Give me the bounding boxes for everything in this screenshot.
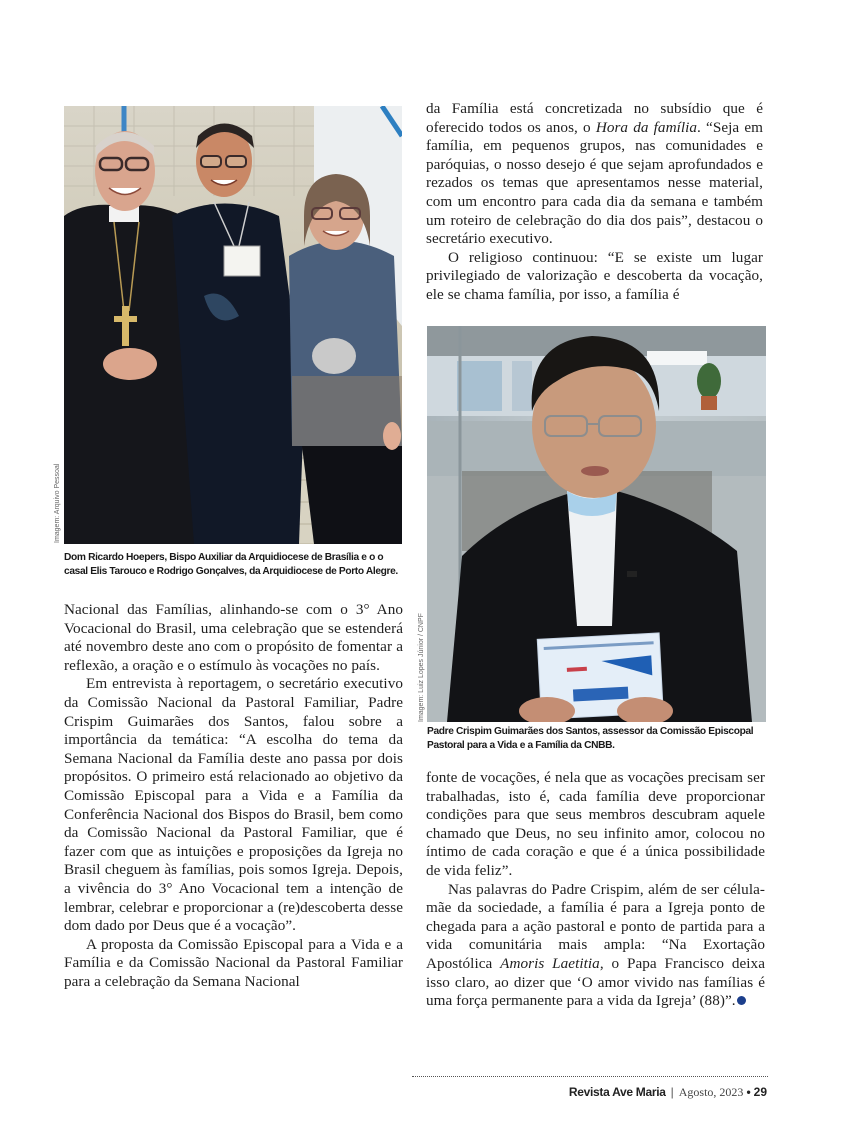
article-right-column-top xyxy=(426,100,763,305)
bullet-icon: • xyxy=(746,1085,751,1099)
paragraph xyxy=(426,881,765,1011)
end-of-article-dot-icon xyxy=(737,996,746,1005)
article-right-column-bottom xyxy=(426,769,765,1011)
photo-caption-2: Padre Crispim Guimarães dos Santos, assessor da Comissão Episcopal Pastoral para a Vida e a Família da CNBB. xyxy=(427,726,754,751)
footer-divider xyxy=(412,1076,768,1077)
paragraph: Em entrevista à reportagem, o secretário executivo da Comissão Nacional da Pastoral Familiar, Padre Crispim Guimarães dos Santos, falou sobre a importância da temática: “A escolha do tema da Semana Nacional da Família deste ano passa por dois propósitos. O primeiro está relacionado ao objetivo da Comissão Episcopal para a Vida e a Família da Conferência Nacional dos Bispos do Brasil, bem como da Comissão Nacional da Pastoral Familiar, que é fazer com que as intuições e proposições da Igreja no Brasil cheguem às famílias, pois somos Igreja. Depois, a vivência do 3° Ano Vocacional tem a intenção de lembrar, celebrar e proporcionar a (re)descoberta desse dom dado por Deus que é a vocação”. xyxy=(64,675,403,935)
paragraph xyxy=(426,100,763,249)
text-run: da Família está concretizada no subsídio que é oferecido todos os anos, o xyxy=(426,100,763,136)
page-footer xyxy=(569,1085,767,1100)
magazine-name: Revista Ave Maria xyxy=(568,1085,666,1099)
paragraph: fonte de vocações, é nela que as vocações precisam ser trabalhadas, isto é, cada família deve proporcionar condições para que seus membros descubram aquele chamado que Deus, no seu infinito amor, colocou no íntimo de cada coração e que é a única possibilidade de vida feliz”. xyxy=(426,769,765,879)
photo-padre-crispim-image xyxy=(427,326,766,722)
paragraph: Nacional das Famílias, alinhando-se com o 3° Ano Vocacional do Brasil, uma celebração que se estenderá até novembro deste ano com o propósito de fomentar a reflexão, a oração e o estímulo às vocações no país. xyxy=(64,601,403,674)
text-run: , o Papa Francisco deixa isso claro, ao dizer que ‘O amor vivido nas famílias é uma força permanente para a vida da Igreja’ (88)”. xyxy=(426,954,765,1010)
document-title: Amoris Laetitia xyxy=(500,954,600,972)
paragraph: O religioso continuou: “E se existe um lugar privilegiado de valorização e descoberta da vocação, ele se chama família, por isso, a família é xyxy=(426,248,763,303)
photo-bishop-and-couple-image xyxy=(64,106,402,544)
photo-caption-1: Dom Ricardo Hoepers, Bispo Auxiliar da Arquidiocese de Brasília e o o casal Elis Tarouco e Rodrigo Gonçalves, da Arquidiocese de Porto Alegre. xyxy=(64,552,398,577)
photo-credit-2: Imagem: Luiz Lopes Júnior / CNPF xyxy=(418,613,425,722)
paragraph: A proposta da Comissão Episcopal para a Vida e a Família e da Comissão Nacional da Pastoral Familiar para a celebração da Semana Nacional xyxy=(64,935,403,990)
article-left-column-bottom xyxy=(64,601,403,991)
photo-padre-crispim xyxy=(427,326,766,722)
photo-credit-1: Imagem: Arquivo Pessoal xyxy=(54,463,61,543)
issue-date: Agosto, 2023 xyxy=(678,1085,744,1099)
text-run: . “Seja em família, em pequenos grupos, nas comunidades e paróquias, o nosso desejo é que sejam aprofundados e rezados os temas que apresentamos nesse material, com um encontro para cada dia da semana e também um roteiro de celebração do dia dos pais”, destacou o secretário executivo. xyxy=(426,118,763,248)
page-number: 29 xyxy=(753,1085,767,1099)
footer-separator: | xyxy=(670,1085,674,1099)
publication-title: Hora da família xyxy=(595,118,698,136)
text-run: Nas palavras do Padre Crispim, além de ser célula-mãe da sociedade, a família é para a Igreja ponto de chegada para a ação pastoral e ponto de partida para a vida comunitária mais ampla: “Na Exortação Apostólica xyxy=(426,880,765,972)
photo-bishop-and-couple xyxy=(64,106,402,544)
